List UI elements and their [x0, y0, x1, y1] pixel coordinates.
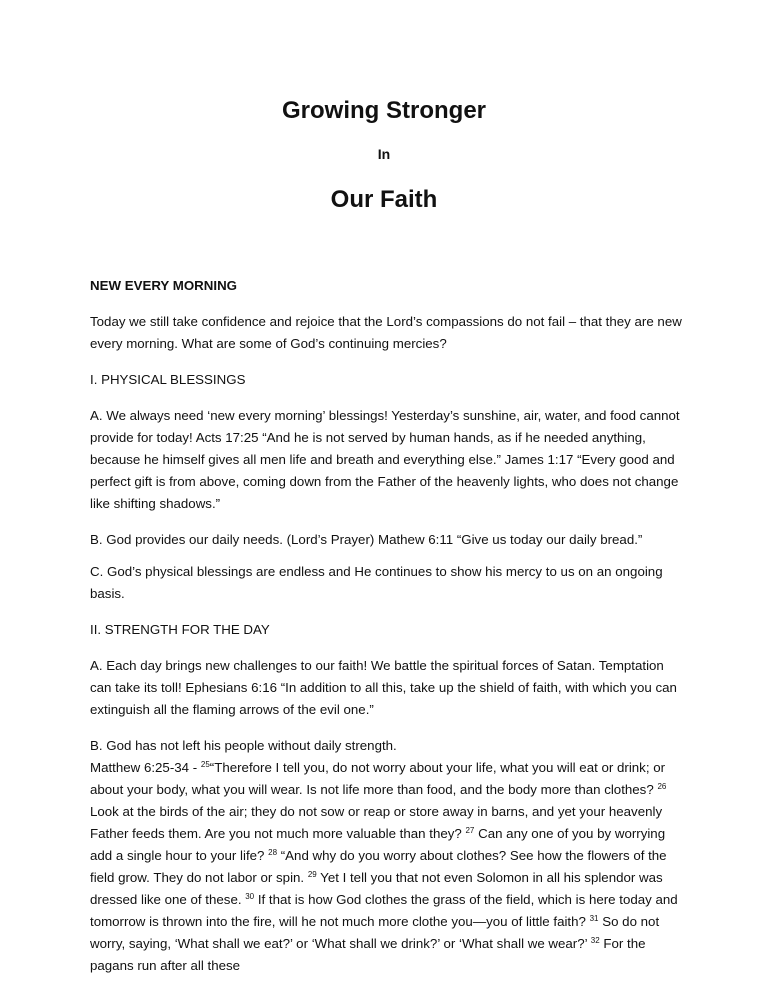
scripture-reference: Matthew 6:25-34 -: [90, 760, 201, 775]
intro-paragraph: Today we still take confidence and rejoice that the Lord’s compassions do not fail – that they are new every morning. What are some of God’s continuing mercies?: [90, 314, 682, 351]
verse-text: Look at the birds of the air; they do not sow or reap or store away in barns, and yet your heavenly Father feeds them. Are you not much more valuable than they?: [90, 804, 663, 841]
verse-number: 29: [307, 870, 317, 879]
verse-text: If that is how God clothes the grass of the field, which is here today and tomorrow is thrown into the fire, will he not much more clothe you—you of little faith?: [90, 892, 678, 929]
verse-text: “And why do you worry about clothes? See how the flowers of the field grow. They do not labor or spin.: [90, 848, 667, 885]
verse-text: So do not worry, saying, ‘What shall we eat?’ or ‘What shall we drink?’ or ‘What shall we wear?’: [90, 914, 660, 951]
verse-number: 30: [245, 892, 255, 901]
part1-point-b: B. God provides our daily needs. (Lord’s Prayer) Mathew 6:11 “Give us today our daily bread.”: [90, 532, 643, 547]
part1-point-c: C. God’s physical blessings are endless and He continues to show his mercy to us on an ongoing basis.: [90, 564, 663, 601]
verse-number: 27: [465, 826, 475, 835]
verse-number: 25: [200, 760, 210, 769]
part1-point-a: A. We always need ‘new every morning’ blessings! Yesterday’s sunshine, air, water, and food cannot provide for today! Acts 17:25 “And he is not served by human hands, as if he needed anything, because he himself gives all men life and breath and everything else.” James 1:17 “Every good and perfect gift is from above, coming down from the Father of the heavenly lights, who does not change like shifting shadows.”: [90, 408, 680, 511]
verse-number: 32: [590, 936, 600, 945]
title-line-1: Growing Stronger: [282, 97, 486, 124]
part2-heading: II. STRENGTH FOR THE DAY: [90, 622, 270, 637]
part2-point-b-intro: B. God has not left his people without daily strength.: [90, 738, 397, 753]
verse-text: “Therefore I tell you, do not worry about your life, what you will eat or drink; or about your body, what you will wear. Is not life more than food, and the body more than clothes?: [90, 760, 666, 797]
part2-point-b: [90, 735, 684, 977]
title-line-3: Our Faith: [330, 186, 438, 213]
verse-text: Yet I tell you that not even Solomon in all his splendor was dressed like one of these.: [90, 870, 663, 907]
verse-text: For the pagans run after all these: [90, 936, 646, 973]
verse-number: 26: [657, 782, 667, 791]
part1-heading: I. PHYSICAL BLESSINGS: [90, 372, 246, 387]
verse-number: 28: [268, 848, 278, 857]
verse-text: Can any one of you by worrying add a single hour to your life?: [90, 826, 666, 863]
title-line-2: In: [377, 146, 391, 162]
verse-number: 31: [589, 914, 599, 923]
part2-point-a: A. Each day brings new challenges to our faith! We battle the spiritual forces of Satan. Temptation can take its toll! Ephesians 6:16 “In addition to all this, take up the shield of faith, with which you can extinguish all the flaming arrows of the evil one.”: [90, 658, 677, 717]
section-heading: NEW EVERY MORNING: [90, 278, 238, 293]
document-body: [90, 275, 684, 977]
